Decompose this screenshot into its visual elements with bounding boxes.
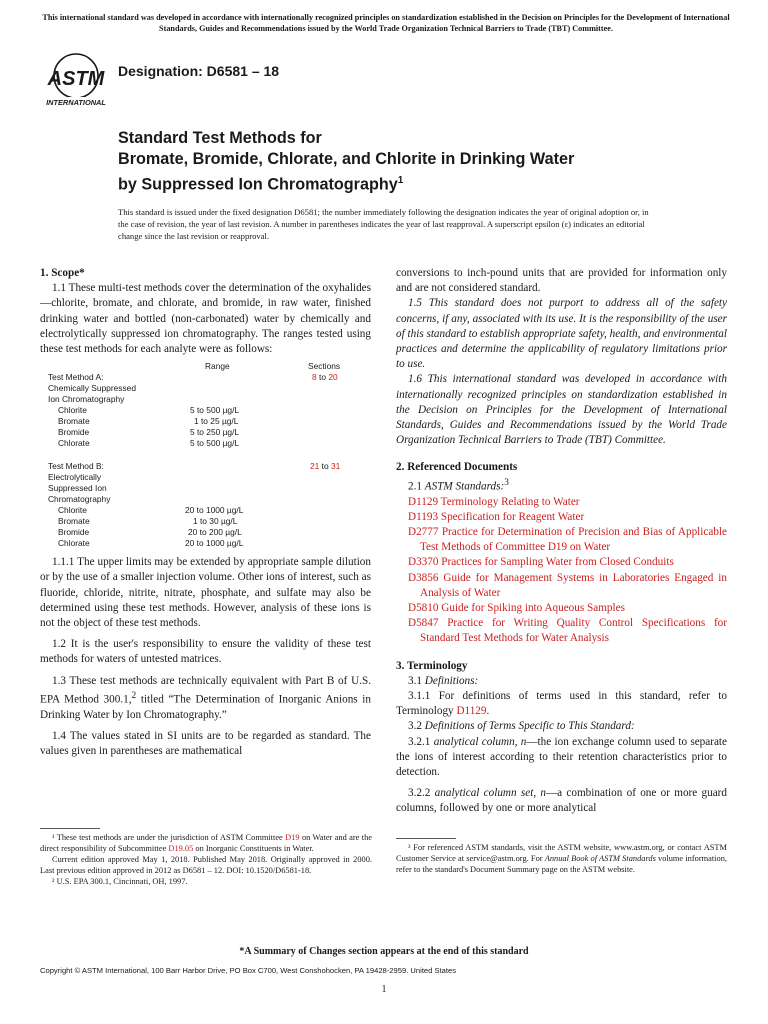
period: . — [486, 705, 490, 718]
sections-col-header: Sections — [308, 361, 341, 372]
footnote-1-edition: Current edition approved May 1, 2018. Published May 2018. Originally approved in 2000. Last previous edition approved in 2012 as D6581 – 12. DOI: 10.1520/D6581-18. — [40, 855, 372, 875]
method-a-name: Test Method A: — [48, 372, 104, 383]
para-1-1: 1.1 These multi-test methods cover the determination of the oxyhalides—chlorite, bromate, and chlorate, and bromide, in raw water, finished drinking water and bottled (non-carbonated) water by chemically and electrolytically suppressed ion chromatography. The ranges tested using these test methods for each analyte were as follows: — [40, 282, 371, 356]
para-3-2-2-num: 3.2.2 — [408, 787, 435, 800]
footnote-3 — [396, 842, 727, 875]
para-1-3-text: 1.3 These test methods are technically equivalent with Part B of U.S. EPA Method 300.1, — [40, 674, 371, 706]
reference-title-link[interactable]: Practice for Determination of Precision and Bias of Applicable Test Methods of Committee D19 on Water — [420, 525, 727, 554]
astm-logo-graphic — [40, 52, 112, 108]
para-1-5: 1.5 This standard does not purport to address all of the safety concerns, if any, associated with its use. It is the responsibility of the user of this standard to establish appropriate safety, health, and environmental practices and determine the applicability of regulatory limitations prior to use. — [396, 297, 727, 371]
analyte-range: 5 to 250 µg/L — [190, 427, 240, 438]
analyte-name: Bromide — [58, 527, 90, 538]
para-2-1-title: ASTM Standards: — [424, 480, 505, 493]
reference-item — [408, 495, 727, 510]
astm-logo — [40, 52, 112, 108]
footnote-2: ² U.S. EPA 300.1, Cincinnati, OH, 1997. — [52, 877, 188, 886]
right-column — [396, 266, 727, 817]
para-3-2-2 — [396, 786, 727, 816]
method-b-name: Test Method B: — [48, 461, 104, 472]
para-3-2-title: Definitions of Terms Specific to This Standard: — [424, 720, 635, 733]
method-a-name-l3: Ion Chromatography — [48, 394, 125, 405]
footnote-rule — [40, 828, 100, 829]
reference-title-link[interactable]: Practices for Sampling Water from Closed Conduits — [441, 556, 674, 569]
para-3-1 — [396, 674, 727, 689]
footnote-ref[interactable]: 2 — [131, 690, 137, 701]
logo-sub-text: INTERNATIONAL — [46, 98, 106, 107]
para-3-2-num: 3.2 — [408, 720, 425, 733]
definition-text: —a combination of one or more guard columns, followed by one or more analytical — [396, 787, 727, 815]
analyte-range: 20 to 1000 µg/L — [185, 538, 244, 549]
analyte-range: 1 to 25 µg/L — [194, 416, 239, 427]
section-link[interactable]: 8 — [312, 372, 317, 383]
subcommittee-link[interactable]: D19.05 — [168, 844, 194, 853]
reference-item — [408, 601, 727, 616]
para-1-4-cont: conversions to inch-pound units that are provided for information only and are not considered standard. — [396, 267, 727, 295]
committee-link[interactable]: D19 — [285, 833, 300, 842]
method-b-name-l4: Chromatography — [48, 494, 111, 505]
reference-title-link[interactable]: Guide for Management Systems in Laboratories Engaged in Analysis of Water — [420, 571, 727, 599]
analyte-name: Chlorite — [58, 405, 87, 416]
para-3-1-1 — [396, 689, 727, 719]
reference-item — [408, 571, 727, 601]
analyte-name: Chlorate — [58, 538, 90, 549]
reference-item — [408, 510, 727, 525]
designation: Designation: D6581 – 18 — [118, 63, 280, 79]
section-heading-terminology: 3. Terminology — [396, 659, 468, 672]
reference-code-link[interactable]: D5810 — [408, 602, 439, 614]
analyte-name: Bromate — [58, 416, 90, 427]
section-heading-references: 2. Referenced Documents — [396, 461, 518, 474]
para-1-3-text-b: titled “The Determination of Inorganic Anions in Drinking Water by Ion Chromatography.” — [40, 693, 371, 721]
reference-code-link[interactable]: D1129 — [408, 495, 439, 508]
footnote-1-text-b: on Water and are the direct responsibility of Subcommittee — [40, 833, 372, 853]
footnote-1-text: ¹ These test methods are under the jurisdiction of ASTM Committee — [52, 833, 286, 842]
footnotes-right — [396, 838, 727, 875]
title-footnote-ref[interactable]: 1 — [397, 175, 404, 186]
para-2-1-num: 2.1 — [408, 480, 425, 493]
defined-term: analytical column set, n — [434, 787, 546, 800]
analyte-range: 5 to 500 µg/L — [190, 405, 240, 416]
para-3-1-num: 3.1 — [408, 674, 425, 687]
footnote-rule — [396, 838, 456, 839]
analyte-range: 20 to 200 µg/L — [188, 527, 242, 538]
analyte-name: Chlorite — [58, 505, 87, 516]
method-b-name-l3: Suppressed Ion — [48, 483, 107, 494]
range-table — [40, 361, 371, 549]
para-1-3 — [40, 674, 371, 723]
range-col-header: Range — [205, 361, 230, 372]
reference-code-link[interactable]: D5847 — [408, 617, 439, 630]
para-1-1-1: 1.1.1 The upper limits may be extended by appropriate sample dilution or by the use of a smaller injection volume. Other ions of interest, such as fluoride, chloride, nitrite, nitrate, phosphate, and sulfate may also be determined using these test methods. However, analysis of these ions is not the object of these test methods. — [40, 556, 371, 630]
defined-term: analytical column, n — [433, 735, 527, 748]
reference-item — [408, 525, 727, 555]
reference-title-link[interactable]: Specification for Reagent Water — [440, 510, 585, 523]
para-3-2 — [396, 719, 727, 734]
para-1-4: 1.4 The values stated in SI units are to be regarded as standard. The values given in parentheses are mathematical — [40, 729, 371, 758]
terminology-link[interactable]: D1129 — [456, 705, 487, 718]
definition-text: —the ion exchange column used to separate the ions of interest according to their retention characteristics prior to detection. — [396, 735, 727, 779]
section-link[interactable]: 21 — [310, 461, 320, 472]
document-title — [118, 128, 678, 195]
reference-title-link[interactable]: Guide for Spiking into Aqueous Samples — [441, 602, 625, 614]
para-3-2-1-num: 3.2.1 — [408, 735, 434, 748]
reference-title-link[interactable]: Terminology Relating to Water — [440, 495, 580, 508]
section-link[interactable]: 20 — [328, 372, 338, 383]
section-link[interactable]: 31 — [330, 461, 341, 472]
analyte-range: 1 to 30 µg/L — [193, 516, 238, 527]
reference-title-link[interactable]: Practice for Writing Quality Control Specifications for Standard Test Methods for Water Analysis — [420, 617, 727, 645]
method-a-name-l2: Chemically Suppressed — [48, 383, 136, 394]
reference-item — [408, 555, 727, 570]
footnote-1-text-c: on Inorganic Constituents in Water. — [193, 844, 314, 853]
footnote-3-text-b: volume information, refer to the standard's Document Summary page on the ASTM website. — [396, 854, 727, 874]
para-3-1-title: Definitions: — [424, 674, 479, 687]
reference-code-link[interactable]: D1193 — [408, 510, 439, 523]
page-number: 1 — [381, 984, 387, 995]
analyte-name: Chlorate — [58, 438, 90, 449]
summary-of-changes-note: *A Summary of Changes section appears at the end of this standard — [239, 946, 529, 957]
title-line-1: Standard Test Methods for — [118, 129, 322, 147]
footnote-3-text: ³ For referenced ASTM standards, visit the ASTM website, www.astm.org, or contact ASTM Customer Service at service@astm.org. For — [396, 843, 727, 863]
to-word: to — [319, 372, 326, 383]
title-line-2: Bromate, Bromide, Chlorate, and Chlorite in Drinking Water — [118, 150, 575, 168]
copyright: Copyright © ASTM International, 100 Barr Harbor Drive, PO Box C700, West Conshohocken, PA 19428-2959. United States — [40, 966, 457, 975]
analyte-name: Bromate — [58, 516, 90, 527]
reference-code-link[interactable]: D3856 — [408, 571, 439, 584]
footnote-1 — [40, 832, 372, 854]
footnote-ref[interactable]: 3 — [504, 477, 509, 488]
logo-mark-text: ASTM — [47, 68, 105, 90]
para-1-2: 1.2 It is the user's responsibility to ensure the validity of these test methods for waters of untested matrices. — [40, 638, 371, 666]
method-a-sections — [312, 372, 338, 383]
tbt-notice: This international standard was developed in accordance with internationally recognized principles on standardization established in the Decision on Principles for the Development of International Standards, Guides and Recommendations issued by the World Trade Organization Technical Barriers to Trade (TBT) Committee. — [42, 13, 730, 33]
reference-list — [396, 495, 727, 647]
para-3-2-1 — [396, 735, 727, 781]
left-column — [40, 266, 371, 759]
analyte-range: 20 to 1000 µg/L — [185, 505, 244, 516]
footnotes-left — [40, 828, 372, 887]
analyte-range: 5 to 500 µg/L — [190, 438, 240, 449]
title-line-3 — [118, 170, 678, 195]
reference-code-link[interactable]: D3370 — [408, 556, 439, 569]
footnote-3-italic: Annual Book of ASTM Standards — [544, 854, 656, 863]
para-2-1 — [396, 476, 727, 495]
method-b-sections — [310, 461, 340, 472]
para-3-1-1-text: 3.1.1 For definitions of terms used in this standard, refer to Terminology — [396, 690, 727, 718]
method-b-name-l2: Electrolytically — [48, 472, 102, 483]
issued-note: This standard is issued under the fixed designation D6581; the number immediately following the designation indicates the year of original adoption or, in the case of revision, the year of last revision. A number in parentheses indicates the year of last reapproval. A superscript epsilon (ε) indicates an editorial change since the last revision or reapproval. — [118, 207, 649, 241]
reference-item — [408, 616, 727, 646]
title-line-3-text: by Suppressed Ion Chromatography — [118, 175, 398, 194]
analyte-name: Bromide — [58, 427, 90, 438]
to-word: to — [321, 461, 329, 472]
para-1-6: 1.6 This international standard was developed in accordance with internationally recognized principles on standardization established in the Decision on Principles for the Development of International Standards, Guides and Recommendations issued by the World Trade Organization Technical Barriers to Trade (TBT) Committee. — [396, 373, 727, 447]
reference-code-link[interactable]: D2777 — [408, 525, 439, 538]
section-heading-scope: 1. Scope* — [40, 267, 85, 279]
